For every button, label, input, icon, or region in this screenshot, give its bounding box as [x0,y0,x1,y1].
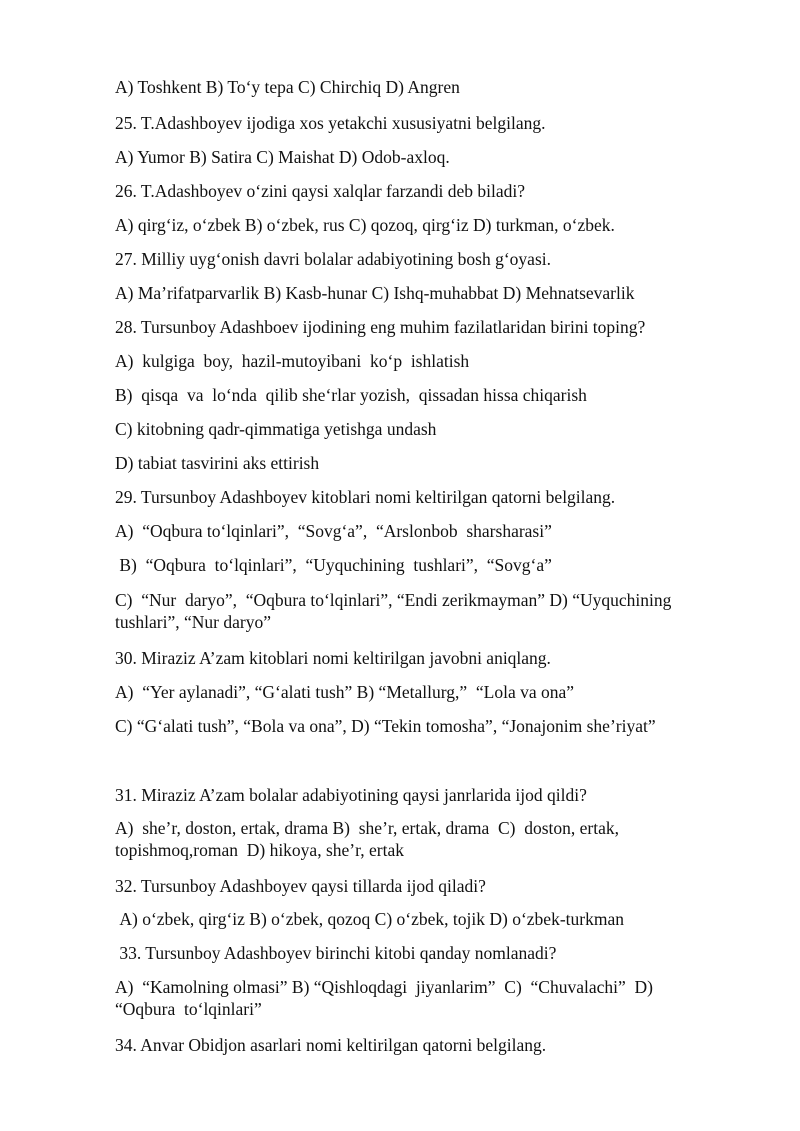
question-25: 25. T.Adashboyev ijodiga xos yetakchi xususiyatni belgilang. [115,113,546,133]
question-30: 30. Miraziz A’zam kitoblari nomi keltirilgan javobni aniqlang. [115,648,551,668]
answer-option-28-d: D) tabiat tasvirini aks ettirish [115,453,320,473]
answer-options-26: A) qirg‘iz, o‘zbek B) o‘zbek, rus C) qozoq, qirg‘iz D) turkman, o‘zbek. [115,215,615,235]
answer-option-28-c: C) kitobning qadr-qimmatiga yetishga undash [115,419,437,439]
question-29: 29. Tursunboy Adashboyev kitoblari nomi keltirilgan qatorni belgilang. [115,487,616,507]
answer-options-33: A) “Kamolning olmasi” B) “Qishloqdagi jiyanlarim” C) “Chuvalachi” D) “Oqbura to‘lqinlari” [115,977,658,1019]
question-33: 33. Tursunboy Adashboyev birinchi kitobi qanday nomlanadi? [115,943,557,963]
answer-option-30-cd: C) “G‘alati tush”, “Bola va ona”, D) “Tekin tomosha”, “Jonajonim she’riyat” [115,716,656,736]
question-26: 26. T.Adashboyev o‘zini qaysi xalqlar farzandi deb biladi? [115,181,525,201]
question-27: 27. Milliy uyg‘onish davri bolalar adabiyotining bosh g‘oyasi. [115,249,551,269]
answer-options-31: A) she’r, doston, ertak, drama B) she’r, ertak, drama C) doston, ertak, topishmoq,roman D) hikoya, she’r, ertak [115,818,624,860]
answer-option-29-b: B) “Oqbura to‘lqinlari”, “Uyquchining tushlari”, “Sovg‘a” [115,555,552,575]
question-31: 31. Miraziz A’zam bolalar adabiyotining qaysi janrlarida ijod qildi? [115,785,587,805]
question-34: 34. Anvar Obidjon asarlari nomi keltirilgan qatorni belgilang. [115,1035,547,1055]
answer-option-29-a: A) “Oqbura to‘lqinlari”, “Sovg‘a”, “Arslonbob sharsharasi” [115,521,552,541]
answer-option-29-cd: C) “Nur daryo”, “Oqbura to‘lqinlari”, “Endi zerikmayman” D) “Uyquchining tushlari”, “Nur daryo” [115,590,676,632]
answer-options-24: A) Toshkent B) To‘y tepa C) Chirchiq D) Angren [115,77,460,97]
answer-option-28-a: A) kulgiga boy, hazil-mutoyibani ko‘p ishlatish [115,351,470,371]
answer-option-30-ab: A) “Yer aylanadi”, “G‘alati tush” B) “Metallurg,” “Lola va ona” [115,682,575,702]
answer-options-32: A) o‘zbek, qirg‘iz B) o‘zbek, qozoq C) o‘zbek, tojik D) o‘zbek-turkman [115,909,624,929]
answer-options-25: A) Yumor B) Satira C) Maishat D) Odob-axloq. [115,147,450,167]
question-32: 32. Tursunboy Adashboyev qaysi tillarda ijod qiladi? [115,876,486,896]
answer-options-27: A) Ma’rifatparvarlik B) Kasb-hunar C) Ishq-muhabbat D) Mehnatsevarlik [115,283,635,303]
answer-option-28-b: B) qisqa va lo‘nda qilib she‘rlar yozish, qissadan hissa chiqarish [115,385,587,405]
question-28: 28. Tursunboy Adashboev ijodining eng muhim fazilatlaridan birini toping? [115,317,646,337]
